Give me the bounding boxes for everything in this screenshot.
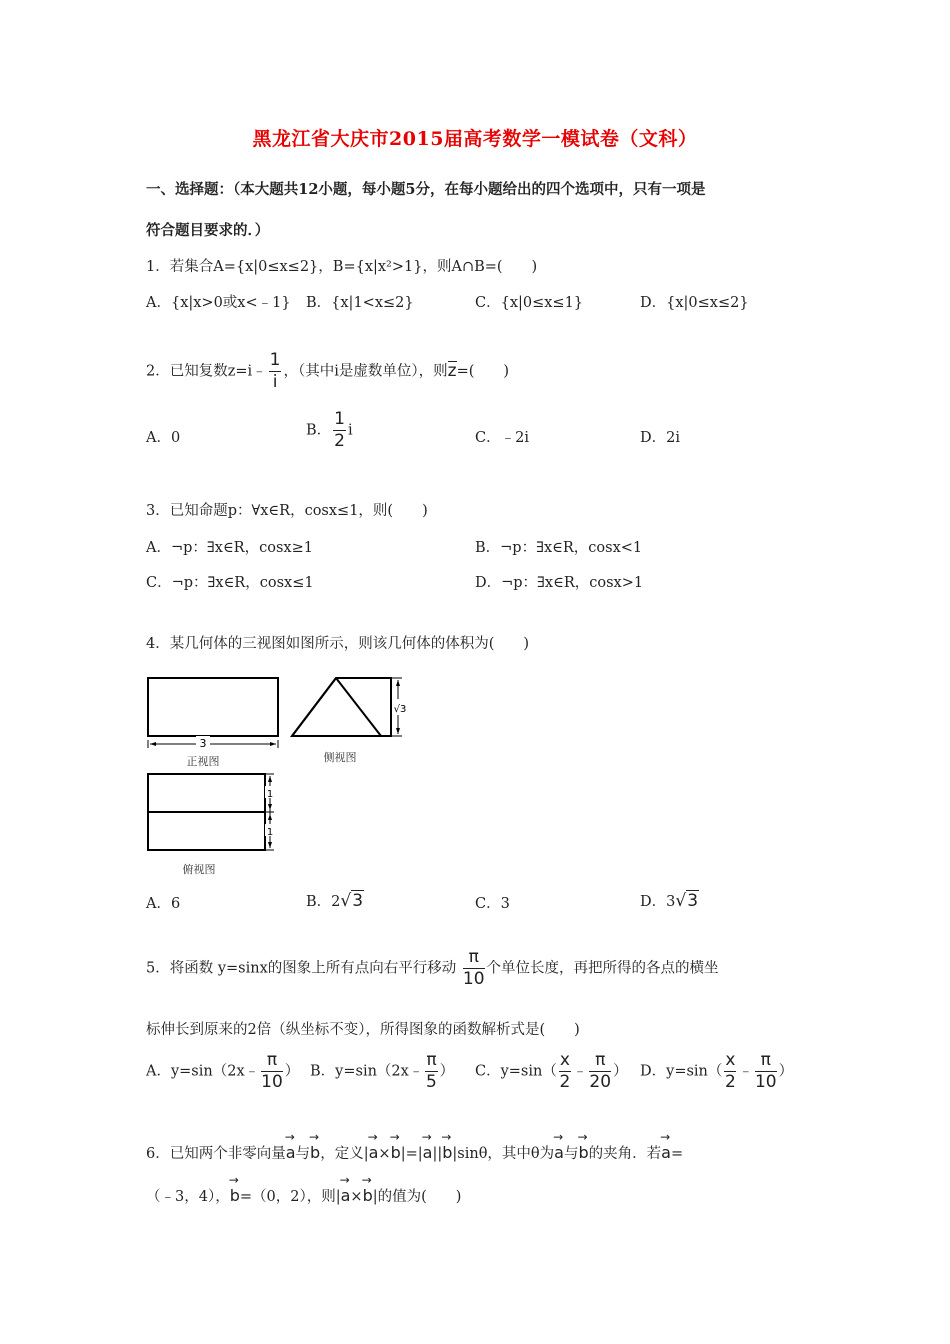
question-2-option-a: A．0 xyxy=(146,430,181,446)
question-4-option-b: B．2√3 xyxy=(306,891,364,911)
section-heading-line2: 符合题目要求的．） xyxy=(146,222,270,239)
question-5-option-d: D．y=sin（ $\frac{x}{2}$ ﹣ $\frac{\pi}{10}$ ） xyxy=(640,1050,794,1092)
question-1-option-c: C．{x|0≤x≤1} xyxy=(475,295,584,311)
question-6-stem-line1: 6．已知两个非零向量→ a与→ b，定义|→ a×→ b|=|→ a||→ b|sinθ，其中θ为→ a与→ b的夹角．若→ a= xyxy=(146,1139,683,1163)
fraction-1-over-i: $\frac{1}{i}$ xyxy=(269,350,281,392)
question-1-option-a: A．{x|x>0或x<﹣1} xyxy=(146,295,291,311)
question-1-option-d: D．{x|0≤x≤2} xyxy=(640,295,749,311)
question-5-stem-line1: 5．将函数 y=sinx的图象上所有点向右平行移动 $\frac{\pi}{10}$ 个单位长度，再把所得的各点的横坐 xyxy=(146,947,719,989)
top-dim-label-2: 1 xyxy=(266,827,274,838)
question-5-option-a: A．y=sin（2x﹣ $\frac{\pi}{10}$ ） xyxy=(146,1050,300,1092)
question-5-option-c: C．y=sin（ $\frac{x}{2}$ ﹣ $\frac{\pi}{20}$ ） xyxy=(475,1050,628,1092)
section-heading-line1: 一、选择题：（本大题共12小题，每小题5分，在每小题给出的四个选项中，只有一项是 xyxy=(146,181,706,198)
question-2-option-c: C．﹣2i xyxy=(475,430,529,446)
fraction-pi-over-10: $\frac{\pi}{10}$ xyxy=(462,947,485,989)
front-view-rect xyxy=(148,678,278,736)
question-4-option-c: C．3 xyxy=(475,896,510,912)
top-dim-label-1: 1 xyxy=(266,789,274,800)
question-3-stem: 3．已知命题p：∀x∈R，cosx≤1，则( ) xyxy=(146,503,428,519)
question-2-stem: 2．已知复数z=i﹣ $\frac{1}{i}$ ，（其中i是虚数单位），则z=( ) xyxy=(146,350,510,392)
question-4-option-a: A．6 xyxy=(146,896,181,912)
page-title: 黑龙江省大庆市2015届高考数学一模试卷（文科） xyxy=(252,128,698,150)
question-3-option-c: C．¬p：∃x∈R，cosx≤1 xyxy=(146,575,314,591)
question-4-option-d: D．3√3 xyxy=(640,891,699,911)
front-view-label: 正视图 xyxy=(186,755,220,768)
question-2-option-d: D．2i xyxy=(640,430,680,446)
question-4-stem: 4．某几何体的三视图如图所示，则该几何体的体积为( ) xyxy=(146,636,530,652)
question-3-option-d: D．¬p：∃x∈R，cosx>1 xyxy=(475,575,644,591)
question-5-option-b: B．y=sin（2x﹣ $\frac{\pi}{5}$ ） xyxy=(310,1050,455,1092)
question-6-stem-line2: （﹣3，4），→ b=（0，2），则|→ a×→ b|的值为( ) xyxy=(146,1182,461,1206)
z-conjugate: z xyxy=(447,360,457,381)
side-view-label: 侧视图 xyxy=(323,751,357,764)
question-2-option-b: B． $\frac{1}{2}$ i xyxy=(306,409,353,451)
question-5-stem-line2: 标伸长到原来的2倍（纵坐标不变），所得图象的函数解析式是( ) xyxy=(146,1022,580,1038)
question-3-option-b: B．¬p：∃x∈R，cosx<1 xyxy=(475,540,643,556)
side-dim-label: √3 xyxy=(393,704,407,715)
question-1-option-b: B．{x|1<x≤2} xyxy=(306,295,414,311)
three-view-figure xyxy=(140,670,420,880)
question-3-option-a: A．¬p：∃x∈R，cosx≥1 xyxy=(146,540,313,556)
question-1-stem: 1．若集合A={x|0≤x≤2}，B={x|x²>1}，则A∩B=( ) xyxy=(146,259,538,275)
top-view-label: 俯视图 xyxy=(182,863,216,876)
front-dim-label: 3 xyxy=(199,737,207,750)
